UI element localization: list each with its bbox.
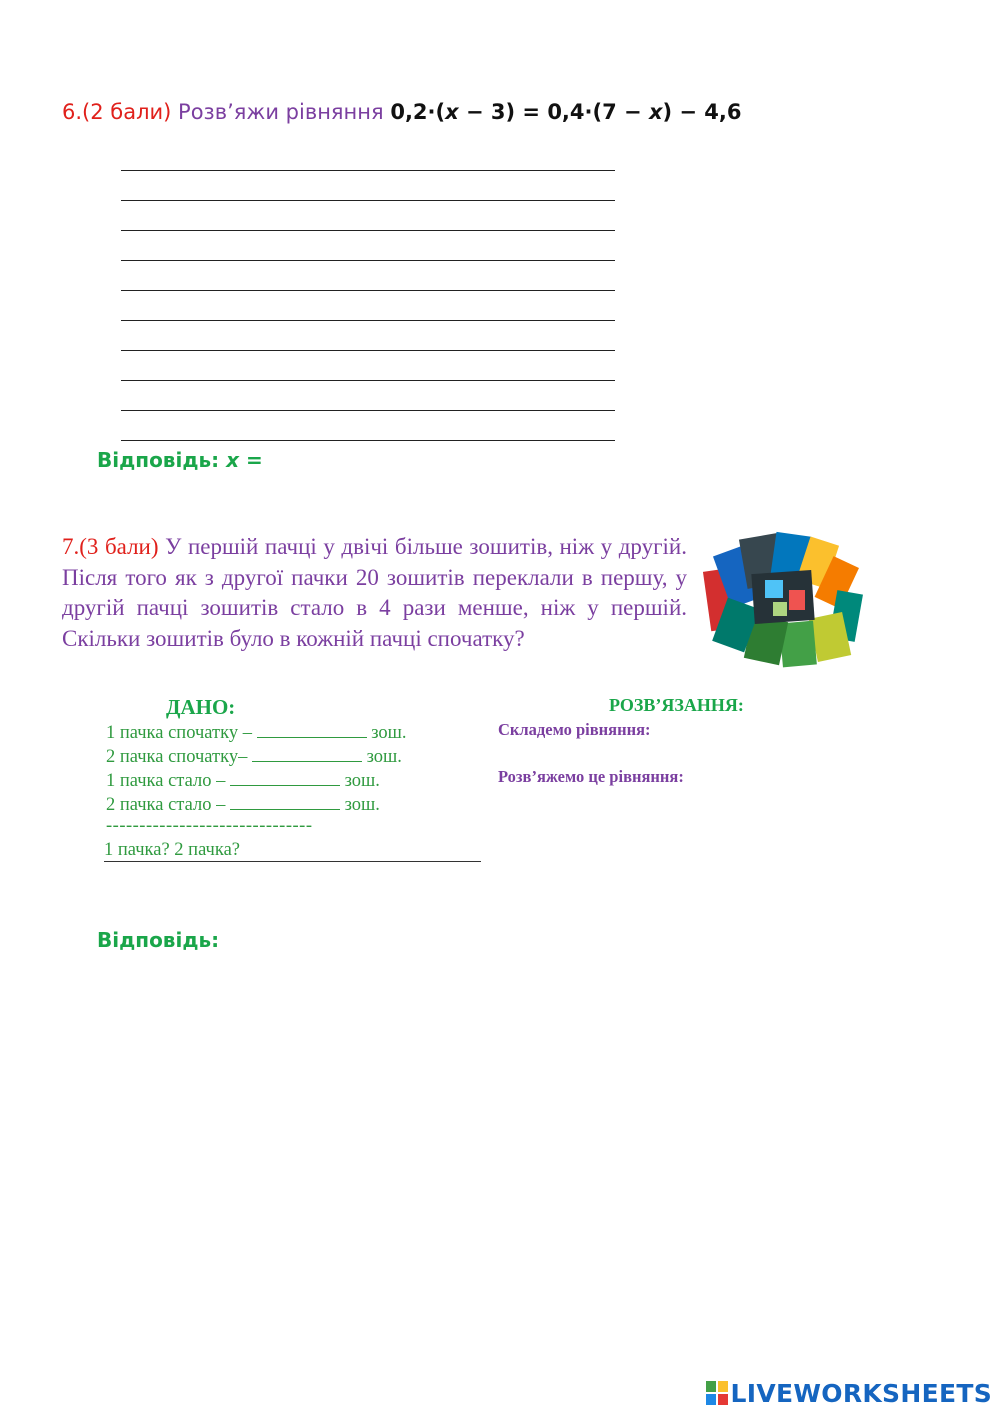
writing-line: [121, 381, 615, 411]
given-blank-1[interactable]: [257, 721, 367, 738]
task6-header: [62, 100, 742, 124]
task6-instruction: Розв’яжи рівняння: [178, 100, 384, 124]
logo-text: LIVEWORKSHEETS: [730, 1378, 992, 1408]
solution-title: РОЗВ’ЯЗАННЯ:: [609, 695, 744, 715]
task6-number: 6.(2 бали): [62, 100, 172, 124]
given-row-4: 2 пачка стало – зош.: [106, 795, 380, 815]
given-separator: -------------------------------: [106, 816, 313, 836]
task7-problem-text: У першій пачці у двічі більше зошитів, ніж у другій. Після того як з другої пачки 20 зошитів переклали в першу, у другій пачці зошитів стало в 4 рази менше, ніж у першій. Скільки зошитів було в кожній пачці спочатку?: [62, 534, 687, 651]
task7-problem: [62, 532, 687, 654]
task7-answer-label: Відповідь:: [97, 928, 220, 952]
writing-line: [121, 201, 615, 231]
given-blank-2[interactable]: [252, 745, 362, 762]
given-row-1: 1 пачка спочатку – зош.: [106, 723, 407, 743]
task6-writing-lines[interactable]: [121, 170, 615, 441]
solution-step-equation: Складемо рівняння:: [498, 720, 651, 739]
given-blank-3[interactable]: [230, 769, 340, 786]
writing-line: [121, 171, 615, 201]
notebooks-image: [703, 530, 868, 670]
given-blank-4[interactable]: [230, 793, 340, 810]
writing-line: [121, 411, 615, 441]
solution-step-solve: Розв’яжемо це рівняння:: [498, 767, 684, 786]
task7-number: 7.(3 бали): [62, 534, 159, 559]
task6-answer-label: Відповідь:: [97, 448, 220, 472]
given-question: 1 пачка? 2 пачка?: [104, 840, 481, 862]
writing-line: [121, 291, 615, 321]
writing-line: [121, 261, 615, 291]
given-row-2: 2 пачка спочатку– зош.: [106, 747, 402, 767]
task6-equation: 0,2·(x − 3) = 0,4·(7 − x) − 4,6: [390, 100, 742, 124]
writing-line: [121, 231, 615, 261]
task6-answer-row: [97, 448, 263, 472]
given-row-3: 1 пачка стало – зош.: [106, 771, 380, 791]
task6-answer-var: x: [226, 448, 239, 472]
given-title: ДАНО:: [166, 695, 236, 719]
writing-line: [121, 351, 615, 381]
logo-blocks-icon: [706, 1381, 728, 1405]
liveworksheets-logo: [706, 1378, 992, 1408]
writing-line: [121, 321, 615, 351]
task6-answer-eq: =: [245, 448, 263, 472]
